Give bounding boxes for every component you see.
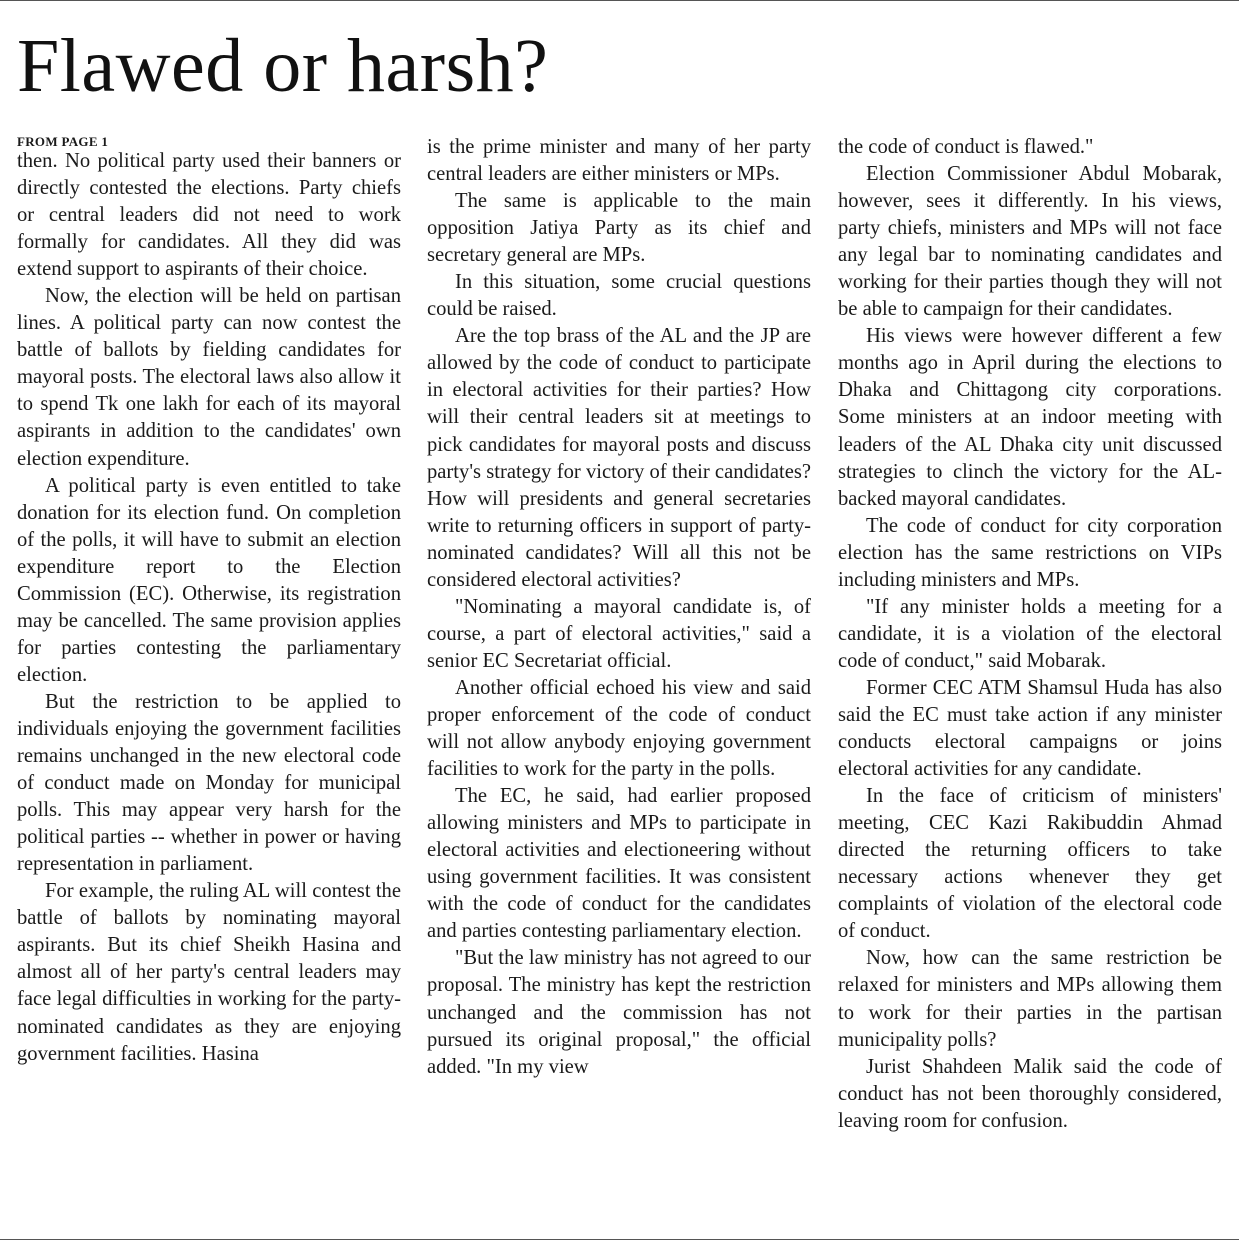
jump-kicker: FROM PAGE 1 <box>17 134 109 149</box>
article-column-2 <box>427 134 811 1224</box>
paragraph: Another official echoed his view and said proper enforcement of the code of conduct will not allow anybody enjoying government facilities to work for the party in the polls. <box>427 676 811 781</box>
paragraph: Are the top brass of the AL and the JP are allowed by the code of conduct to participate in electoral activities for their parties? How will their central leaders sit at meetings to pick candidates for mayoral posts and discuss party's strategy for victory of their candidates? How will presidents and general secretaries write to returning officers in support of party-nominated candidates? Will all this not be considered electoral activities? <box>427 325 811 591</box>
paragraph: In this situation, some crucial questions could be raised. <box>427 271 811 321</box>
paragraph: the code of conduct is flawed." <box>838 136 1094 158</box>
paragraph: Now, the election will be held on partisan lines. A political party can now contest the battle of ballots by fielding candidates for mayoral posts. The electoral laws also allow it to spend Tk one lakh for each of its mayoral aspirants in addition to the candidates' own election expenditure. <box>17 285 401 470</box>
paragraph: The same is applicable to the main opposition Jatiya Party as its chief and secretary general are MPs. <box>427 190 811 267</box>
paragraph: "Nominating a mayoral candidate is, of course, a part of electoral activities," said a senior EC Secretariat official. <box>427 595 811 672</box>
paragraph: The code of conduct for city corporation election has the same restrictions on VIPs including ministers and MPs. <box>838 514 1222 591</box>
headline: Flawed or harsh? <box>17 24 549 108</box>
paragraph: But the restriction to be applied to individuals enjoying the government facilities remains unchanged in the new electoral code of conduct made on Monday for municipal polls. This may appear very harsh for the political parties -- whether in power or having representation in parliament. <box>17 690 401 876</box>
article-column-3 <box>838 134 1222 1224</box>
paragraph: Former CEC ATM Shamsul Huda has also said the EC must take action if any minister conducts electoral campaigns or joins electoral activities for any candidate. <box>838 676 1222 781</box>
paragraph: His views were however different a few months ago in April during the elections to Dhaka and Chittagong city corporations. Some ministers at an indoor meeting with leaders of the AL Dhaka city unit discussed strategies to clinch the victory for the AL-backed mayoral candidates. <box>838 325 1222 510</box>
paragraph: Now, how can the same restriction be relaxed for ministers and MPs allowing them to work for their parties in the partisan municipality polls? <box>838 947 1222 1051</box>
paragraph: "But the law ministry has not agreed to our proposal. The ministry has kept the restriction unchanged and the commission has not pursued its original proposal," the official added. "In my view <box>427 947 811 1078</box>
paragraph: A political party is even entitled to take donation for its election fund. On completion of the polls, it will have to submit an election expenditure report to the Election Commission (EC). Otherwise, its registration may be cancelled. The same provision applies for parties contesting the parliamentary election. <box>17 474 401 686</box>
top-rule <box>0 0 1239 1</box>
paragraph: Election Commissioner Abdul Mobarak, however, sees it differently. In his views, party chiefs, ministers and MPs will not face any legal bar to nominating candidates and working for their parties though they will not be able to campaign for their candidates. <box>838 163 1222 321</box>
paragraph: For example, the ruling AL will contest the battle of ballots by nominating mayoral aspirants. But its chief Sheikh Hasina and almost all of her party's central leaders may face legal difficulties in working for the party-nominated candidates as they are enjoying government facilities. Hasina <box>17 880 401 1065</box>
paragraph: "If any minister holds a meeting for a candidate, it is a violation of the electoral code of conduct," said Mobarak. <box>838 595 1222 672</box>
paragraph: The EC, he said, had earlier proposed allowing ministers and MPs to participate in electoral activities and electioneering without using government facilities. It was consistent with the code of conduct for the candidates and parties contesting parliamentary election. <box>427 785 811 943</box>
article-column-1 <box>17 134 401 1224</box>
paragraph: In the face of criticism of ministers' meeting, CEC Kazi Rakibuddin Ahmad directed the returning officers to take necessary actions whenever they get complaints of violation of the electoral code of conduct. <box>838 785 1222 943</box>
bottom-rule <box>0 1239 1239 1240</box>
paragraph: is the prime minister and many of her party central leaders are either ministers or MPs. <box>427 136 811 186</box>
paragraph: then. No political party used their banners or directly contested the elections. Party chiefs or central leaders did not need to work formally for candidates. All they did was extend support to aspirants of their choice. <box>17 150 401 281</box>
paragraph: Jurist Shahdeen Malik said the code of conduct has not been thoroughly considered, leaving room for confusion. <box>838 1055 1222 1132</box>
